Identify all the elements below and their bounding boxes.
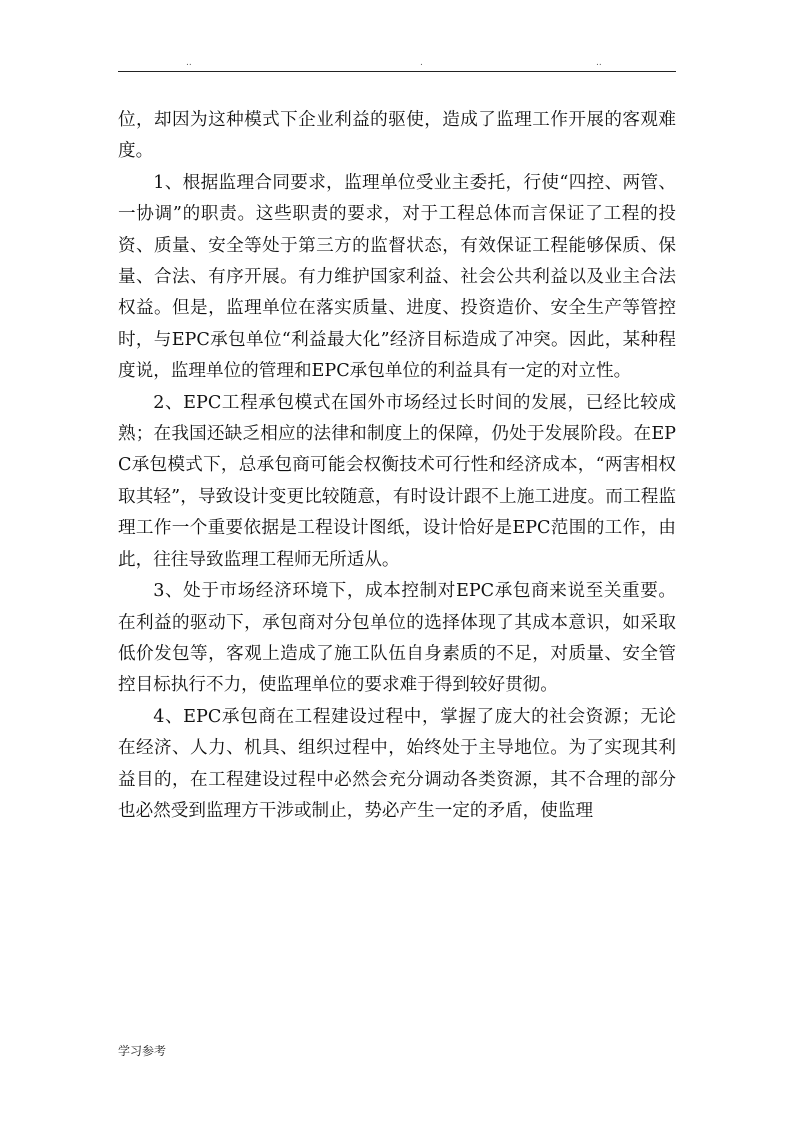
page-header [118,58,676,70]
header-divider [118,71,676,72]
paragraph-point-2: 2、EPC工程承包模式在国外市场经过长时间的发展，已经比较成熟；在我国还缺乏相应的法律和制度上的保障，仍处于发展阶段。在EPC承包模式下，总承包商可能会权衡技术可行性和经济成本，“两害相权取其轻”，导致设计变更比较随意，有时设计跟不上施工进度。而工程监理工作一个重要依据是工程设计图纸，设计恰好是EPC范围的工作，由此，往往导致监理工程师无所适从。 [118,392,676,570]
paragraph-point-1: 1、根据监理合同要求，监理单位受业主委托，行使“四控、两管、一协调”的职责。这些职责的要求，对于工程总体而言保证了工程的投资、质量、安全等处于第三方的监督状态，有效保证工程能够保质、保量、合法、有序开展。有力维护国家利益、社会公共利益以及业主合法权益。但是，监理单位在落实质量、进度、投资造价、安全生产等管控时，与EPC承包单位“利益最大化”经济目标造成了冲突。因此，某种程度说，监理单位的管理和EPC承包单位的利益具有一定的对立性。 [118,172,676,382]
header-mark-center: . [420,58,423,68]
footer-label: 学习参考 [118,1044,167,1058]
paragraph-continuation: 位，却因为这种模式下企业利益的驱使，造成了监理工作开展的客观难度。 [118,110,676,162]
document-body [118,105,676,827]
paragraph-point-4: 4、EPC承包商在工程建设过程中，掌握了庞大的社会资源；无论在经济、人力、机具、组织过程中，始终处于主导地位。为了实现其利益目的，在工程建设过程中必然会充分调动各类资源，其不合理的部分也必然受到监理方干涉或制止，势必产生一定的矛盾，使监理 [118,706,676,821]
header-mark-left: .. [186,58,192,68]
paragraph-point-3: 3、处于市场经济环境下，成本控制对EPC承包商来说至关重要。在利益的驱动下，承包商对分包单位的选择体现了其成本意识，如采取低价发包等，客观上造成了施工队伍自身素质的不足，对质量、安全管控目标执行不力，使监理单位的要求难于得到较好贯彻。 [118,581,676,696]
header-mark-right: .. [596,58,602,68]
